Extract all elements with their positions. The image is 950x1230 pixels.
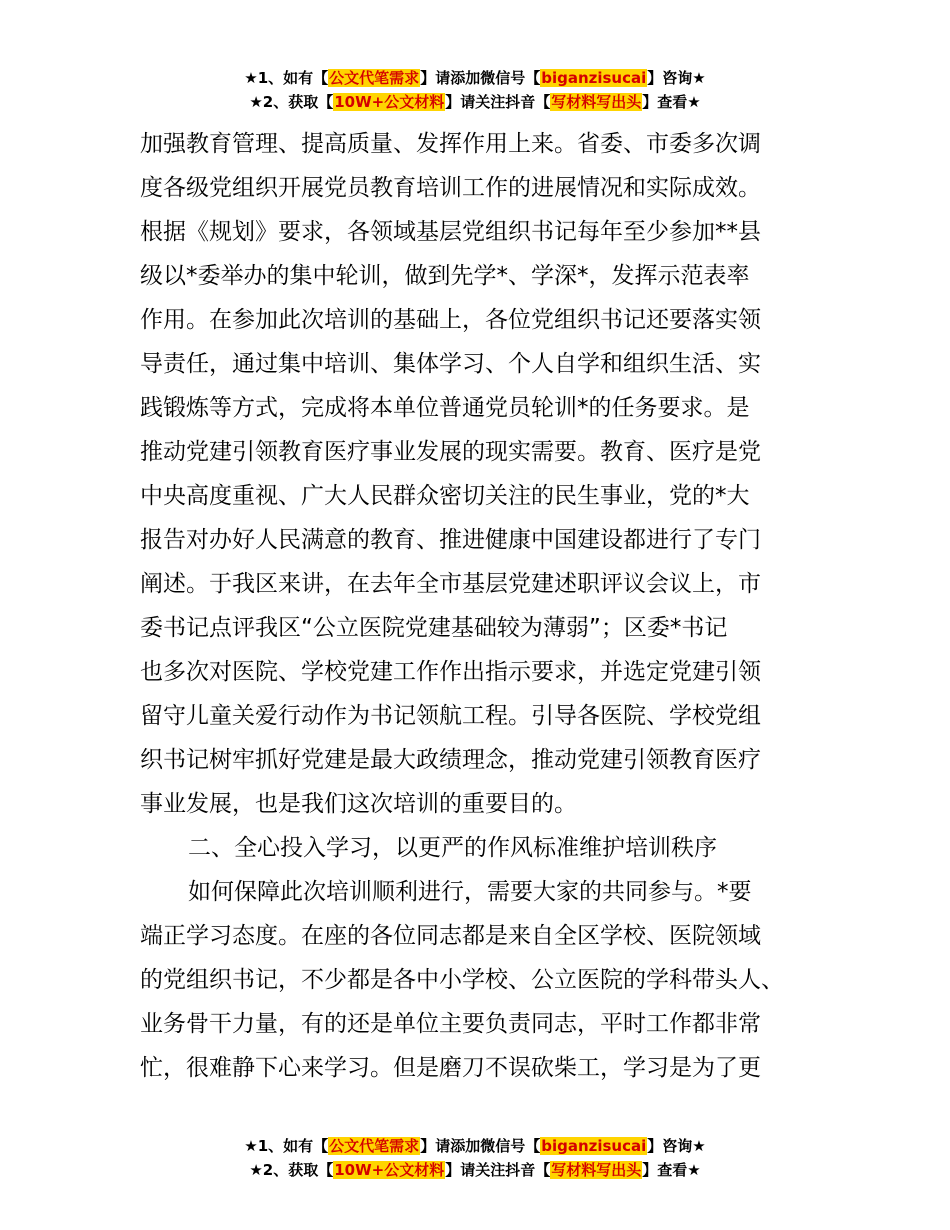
- paragraph-line: 推动党建引领教育医疗事业发展的现实需要。教育、医疗是党: [140, 439, 761, 465]
- paragraph-line: 作用。在参加此次培训的基础上，各位党组织书记还要落实领: [140, 307, 761, 333]
- banner-line-1: [0, 66, 950, 90]
- banner-text: ★2、获取【: [249, 93, 334, 111]
- banner-text: ★1、如有【: [244, 1137, 329, 1155]
- banner-highlight: 写材料写出头: [551, 1161, 642, 1179]
- banner-line-2: [0, 90, 950, 114]
- paragraph-line: 事业发展，也是我们这次培训的重要目的。: [140, 791, 577, 817]
- banner-highlight: 10W+公文材料: [334, 1161, 445, 1179]
- banner-text: 】咨询★: [647, 69, 706, 87]
- banner-highlight: biganzisucai: [541, 69, 647, 87]
- paragraph-line: 级以*委举办的集中轮训，做到先学*、学深*，发挥示范表率: [140, 263, 750, 289]
- banner-text: ★1、如有【: [244, 69, 329, 87]
- paragraph-line: 导责任，通过集中培训、集体学习、个人自学和组织生活、实: [140, 351, 761, 377]
- paragraph-line: 留守儿童关爱行动作为书记领航工程。引导各医院、学校党组: [140, 703, 761, 729]
- banner-highlight: 公文代笔需求: [329, 69, 420, 87]
- banner-line-2: [0, 1158, 950, 1182]
- banner-text: ★2、获取【: [249, 1161, 334, 1179]
- banner-line-1: [0, 1134, 950, 1158]
- paragraph-line: 忙，很难静下心来学习。但是磨刀不误砍柴工，学习是为了更: [140, 1055, 761, 1081]
- paragraph-line: 的党组织书记，不少都是各中小学校、公立医院的学科带头人、: [140, 967, 784, 993]
- banner-text: 】查看★: [642, 1161, 701, 1179]
- paragraph-line: 践锻炼等方式，完成将本单位普通党员轮训*的任务要求。是: [140, 395, 750, 421]
- banner-highlight: 写材料写出头: [551, 93, 642, 111]
- banner-text: 】请关注抖音【: [445, 1161, 551, 1179]
- banner-text: 】查看★: [642, 93, 701, 111]
- banner-highlight: 10W+公文材料: [334, 93, 445, 111]
- banner-text: 】请添加微信号【: [420, 69, 541, 87]
- paragraph-line: 也多次对医院、学校党建工作作出指示要求，并选定党建引领: [140, 659, 761, 685]
- paragraph-line: 中央高度重视、广大人民群众密切关注的民生事业，党的*大: [140, 483, 750, 509]
- paragraph-line: 委书记点评我区“公立医院党建基础较为薄弱”；区委*书记: [140, 615, 728, 641]
- paragraph-line: 阐述。于我区来讲，在去年全市基层党建述职评议会议上，市: [140, 571, 761, 597]
- paragraph-line: 业务骨干力量，有的还是单位主要负责同志，平时工作都非常: [140, 1011, 761, 1037]
- paragraph-line: 如何保障此次培训顺利进行，需要大家的共同参与。*要: [188, 879, 752, 905]
- paragraph-line: 端正学习态度。在座的各位同志都是来自全区学校、医院领域: [140, 923, 761, 949]
- banner-highlight: biganzisucai: [541, 1137, 647, 1155]
- banner-text: 】咨询★: [647, 1137, 706, 1155]
- paragraph-line: 加强教育管理、提高质量、发挥作用上来。省委、市委多次调: [140, 131, 761, 157]
- banner-highlight: 公文代笔需求: [329, 1137, 420, 1155]
- section-heading: 二、全心投入学习，以更严的作风标准维护培训秩序: [188, 835, 717, 861]
- header-banner: [0, 66, 950, 114]
- paragraph-line: 织书记树牢抓好党建是最大政绩理念，推动党建引领教育医疗: [140, 747, 761, 773]
- banner-text: 】请添加微信号【: [420, 1137, 541, 1155]
- paragraph-line: 根据《规划》要求，各领域基层党组织书记每年至少参加**县: [140, 219, 761, 245]
- banner-text: 】请关注抖音【: [445, 93, 551, 111]
- footer-banner: [0, 1134, 950, 1182]
- paragraph-line: 报告对办好人民满意的教育、推进健康中国建设都进行了专门: [140, 527, 761, 553]
- document-body: [140, 122, 820, 1090]
- paragraph-line: 度各级党组织开展党员教育培训工作的进展情况和实际成效。: [140, 175, 761, 201]
